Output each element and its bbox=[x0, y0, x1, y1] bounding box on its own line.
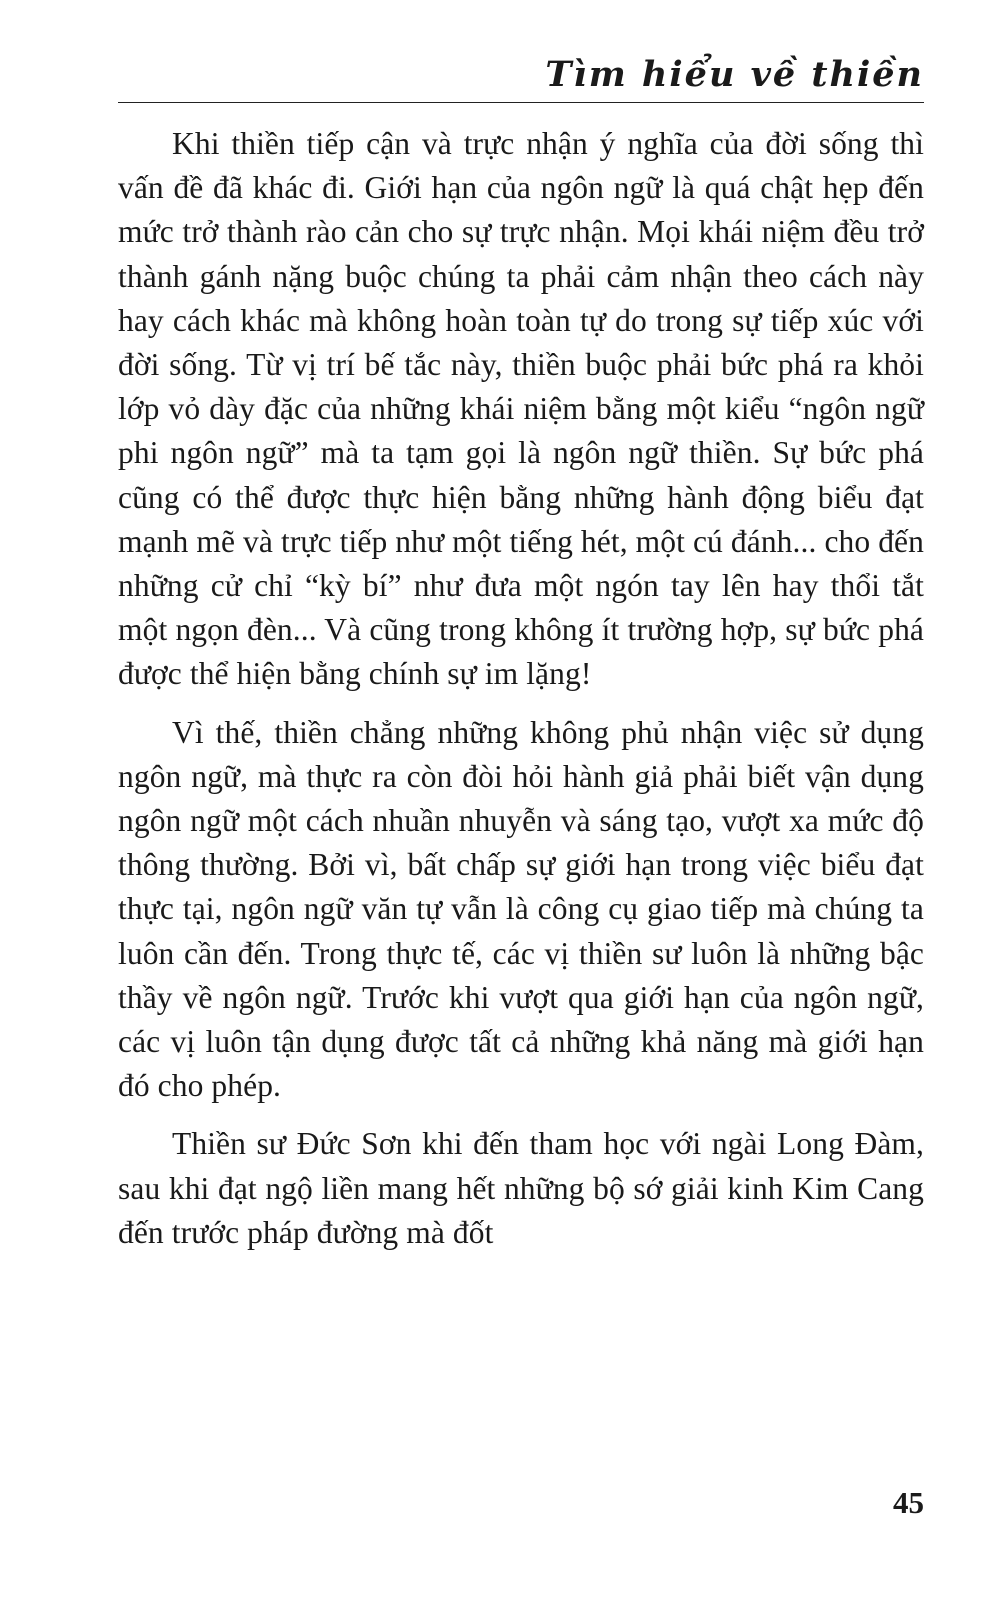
paragraph-2: Vì thế, thiền chẳng những không phủ nhận việc sử dụng ngôn ngữ, mà thực ra còn đòi hỏi hành giả phải biết vận dụng ngôn ngữ một cách nhuần nhuyễn và sáng tạo, vượt xa mức độ thông thường. Bởi vì, bất chấp sự giới hạn trong việc biểu đạt thực tại, ngôn ngữ văn tự vẫn là công cụ giao tiếp mà chúng ta luôn cần đến. Trong thực tế, các vị thiền sư luôn là những bậc thầy về ngôn ngữ. Trước khi vượt qua giới hạn của ngôn ngữ, các vị luôn tận dụng được tất cả những khả năng mà giới hạn đó cho phép. bbox=[118, 714, 924, 1104]
paragraph-3: Thiền sư Đức Sơn khi đến tham học với ngài Long Đàm, sau khi đạt ngộ liền mang hết những bộ sớ giải kinh Kim Cang đến trước pháp đường mà đốt bbox=[118, 1126, 924, 1250]
page-number: 45 bbox=[893, 1485, 924, 1520]
body-text bbox=[118, 122, 924, 1269]
paragraph-1: Khi thiền tiếp cận và trực nhận ý nghĩa của đời sống thì vấn đề đã khác đi. Giới hạn của ngôn ngữ là quá chật hẹp đến mức trở thành rào cản cho sự trực nhận. Mọi khái niệm đều trở thành gánh nặng buộc chúng ta phải cảm nhận theo cách này hay cách khác mà không hoàn toàn tự do trong sự tiếp xúc với đời sống. Từ vị trí bế tắc này, thiền buộc phải bức phá ra khỏi lớp vỏ dày đặc của những khái niệm bằng một kiểu “ngôn ngữ phi ngôn ngữ” mà ta tạm gọi là ngôn ngữ thiền. Sự bức phá cũng có thể được thực hiện bằng những hành động biểu đạt mạnh mẽ và trực tiếp như một tiếng hét, một cú đánh... cho đến những cử chỉ “kỳ bí” như đưa một ngón tay lên hay thổi tắt một ngọn đèn... Và cũng trong không ít trường hợp, sự bức phá được thể hiện bằng chính sự im lặng! bbox=[118, 126, 924, 692]
running-title: Tìm hiểu về thiền bbox=[545, 54, 924, 95]
page-header bbox=[118, 48, 924, 103]
